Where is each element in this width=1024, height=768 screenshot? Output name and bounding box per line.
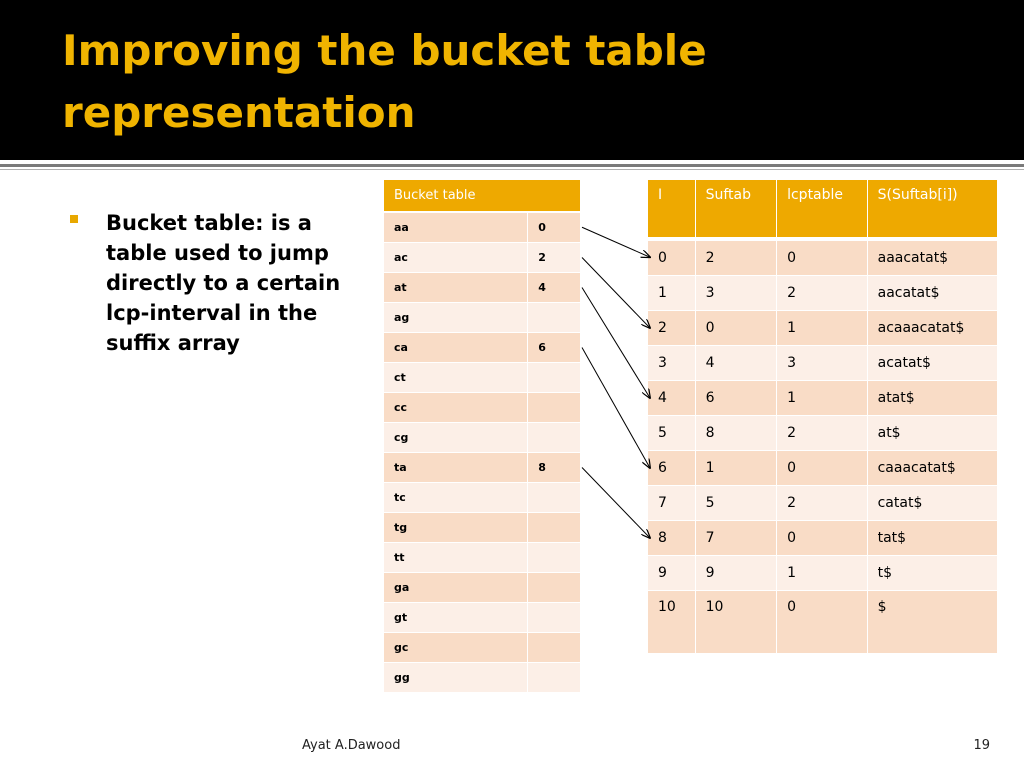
bucket-value: 6 — [528, 333, 580, 363]
suffix-cell-col-suftab: 6 — [695, 381, 776, 416]
bucket-row — [384, 243, 580, 273]
square-bullet-icon — [70, 215, 78, 223]
bucket-value — [528, 573, 580, 603]
suffix-cell-col-suftab: 4 — [695, 346, 776, 381]
pointer-arrow — [582, 288, 650, 399]
bucket-key: ag — [384, 303, 528, 333]
suffix-cell-col-suftab: 2 — [695, 239, 776, 276]
suffix-cell-col-i: 6 — [648, 451, 695, 486]
suffix-cell-col-i: 8 — [648, 521, 695, 556]
bucket-row — [384, 513, 580, 543]
suffix-cell-col-lcptable: 3 — [777, 346, 868, 381]
suffix-cell-col-suffix: tat$ — [867, 521, 997, 556]
title-divider-thin — [0, 169, 1024, 170]
bucket-key: ca — [384, 333, 528, 363]
suffix-row — [648, 239, 998, 276]
bucket-key: gg — [384, 663, 528, 693]
suffix-table-header-col-i: I — [648, 180, 695, 239]
page-number: 19 — [973, 738, 990, 753]
suffix-cell-col-lcptable: 0 — [777, 521, 868, 556]
suffix-row — [648, 276, 998, 311]
suffix-table-header-col-suffix: S(Suftab[i]) — [867, 180, 997, 239]
bucket-value — [528, 543, 580, 573]
suffix-cell-col-lcptable: 2 — [777, 276, 868, 311]
suffix-cell-col-lcptable: 1 — [777, 556, 868, 591]
bucket-row — [384, 573, 580, 603]
suffix-cell-col-suffix: t$ — [867, 556, 997, 591]
footer-author: Ayat A.Dawood — [302, 738, 401, 753]
suffix-cell-col-i: 10 — [648, 591, 695, 654]
suffix-cell-col-i: 9 — [648, 556, 695, 591]
bucket-row — [384, 603, 580, 633]
pointer-arrow — [582, 258, 650, 329]
suffix-cell-col-suffix: aacatat$ — [867, 276, 997, 311]
suffix-cell-col-suffix: $ — [867, 591, 997, 654]
suffix-cell-col-i: 2 — [648, 311, 695, 346]
suffix-cell-col-lcptable: 0 — [777, 451, 868, 486]
bucket-row — [384, 423, 580, 453]
bucket-key: tc — [384, 483, 528, 513]
bucket-row — [384, 333, 580, 363]
suffix-cell-col-lcptable: 2 — [777, 416, 868, 451]
bucket-value — [528, 363, 580, 393]
pointer-arrow — [582, 468, 650, 539]
bucket-key: gc — [384, 633, 528, 663]
bucket-row — [384, 393, 580, 423]
suffix-row — [648, 416, 998, 451]
suffix-row — [648, 556, 998, 591]
bucket-value: 0 — [528, 212, 580, 243]
bucket-key: tt — [384, 543, 528, 573]
bucket-row — [384, 483, 580, 513]
suffix-cell-col-suftab: 0 — [695, 311, 776, 346]
suffix-cell-col-i: 1 — [648, 276, 695, 311]
bucket-key: cg — [384, 423, 528, 453]
bucket-value — [528, 423, 580, 453]
suffix-cell-col-suftab: 8 — [695, 416, 776, 451]
bucket-value — [528, 483, 580, 513]
suffix-row — [648, 311, 998, 346]
suffix-cell-col-i: 7 — [648, 486, 695, 521]
suffix-cell-col-lcptable: 1 — [777, 311, 868, 346]
suffix-cell-col-lcptable: 0 — [777, 591, 868, 654]
suffix-cell-col-i: 0 — [648, 239, 695, 276]
suffix-cell-col-lcptable: 1 — [777, 381, 868, 416]
bucket-row — [384, 212, 580, 243]
suffix-cell-col-i: 5 — [648, 416, 695, 451]
suffix-cell-col-suffix: acaaacatat$ — [867, 311, 997, 346]
bucket-key: gt — [384, 603, 528, 633]
suffix-row — [648, 486, 998, 521]
suffix-cell-col-suftab: 9 — [695, 556, 776, 591]
suffix-row — [648, 381, 998, 416]
suffix-row — [648, 521, 998, 556]
bucket-row — [384, 663, 580, 693]
bucket-value — [528, 393, 580, 423]
bucket-key: ac — [384, 243, 528, 273]
bucket-row — [384, 543, 580, 573]
suffix-table-header-col-suftab: Suftab — [695, 180, 776, 239]
bucket-value: 4 — [528, 273, 580, 303]
bucket-value: 2 — [528, 243, 580, 273]
bucket-key: ta — [384, 453, 528, 483]
bucket-key: cc — [384, 393, 528, 423]
bucket-key: ct — [384, 363, 528, 393]
suffix-cell-col-i: 4 — [648, 381, 695, 416]
suffix-cell-col-suftab: 10 — [695, 591, 776, 654]
bucket-value — [528, 303, 580, 333]
bucket-key: at — [384, 273, 528, 303]
bucket-table-header-row — [384, 180, 580, 212]
suffix-row — [648, 451, 998, 486]
bullet-text: Bucket table: is a table used to jump directly to a certain lcp-interval in the suffix array — [106, 211, 341, 355]
bucket-value — [528, 513, 580, 543]
bucket-value — [528, 663, 580, 693]
suffix-cell-col-suffix: catat$ — [867, 486, 997, 521]
suffix-cell-col-suffix: acatat$ — [867, 346, 997, 381]
suffix-cell-col-lcptable: 0 — [777, 239, 868, 276]
bucket-table — [384, 180, 580, 693]
suffix-array-table — [648, 180, 998, 654]
suffix-cell-col-suffix: at$ — [867, 416, 997, 451]
suffix-cell-col-suftab: 1 — [695, 451, 776, 486]
suffix-cell-col-i: 3 — [648, 346, 695, 381]
suffix-row — [648, 346, 998, 381]
suffix-cell-col-suftab: 7 — [695, 521, 776, 556]
bucket-row — [384, 363, 580, 393]
suffix-table-header-col-lcptable: lcptable — [777, 180, 868, 239]
suffix-cell-col-suffix: atat$ — [867, 381, 997, 416]
pointer-arrow — [582, 227, 650, 257]
bucket-table-header: Bucket table — [384, 180, 580, 212]
suffix-cell-col-suftab: 5 — [695, 486, 776, 521]
slide-title: Improving the bucket table representation — [62, 26, 707, 137]
suffix-cell-col-suftab: 3 — [695, 276, 776, 311]
bucket-row — [384, 303, 580, 333]
bucket-row — [384, 633, 580, 663]
suffix-row — [648, 591, 998, 654]
bucket-value — [528, 633, 580, 663]
bucket-row — [384, 273, 580, 303]
suffix-cell-col-suffix: aaacatat$ — [867, 239, 997, 276]
bucket-row — [384, 453, 580, 483]
bucket-key: tg — [384, 513, 528, 543]
title-divider — [0, 164, 1024, 167]
pointer-arrow — [582, 348, 650, 469]
suffix-cell-col-lcptable: 2 — [777, 486, 868, 521]
suffix-cell-col-suffix: caaacatat$ — [867, 451, 997, 486]
bucket-key: ga — [384, 573, 528, 603]
bucket-value: 8 — [528, 453, 580, 483]
bucket-value — [528, 603, 580, 633]
suffix-table-header-row — [648, 180, 998, 239]
bucket-key: aa — [384, 212, 528, 243]
